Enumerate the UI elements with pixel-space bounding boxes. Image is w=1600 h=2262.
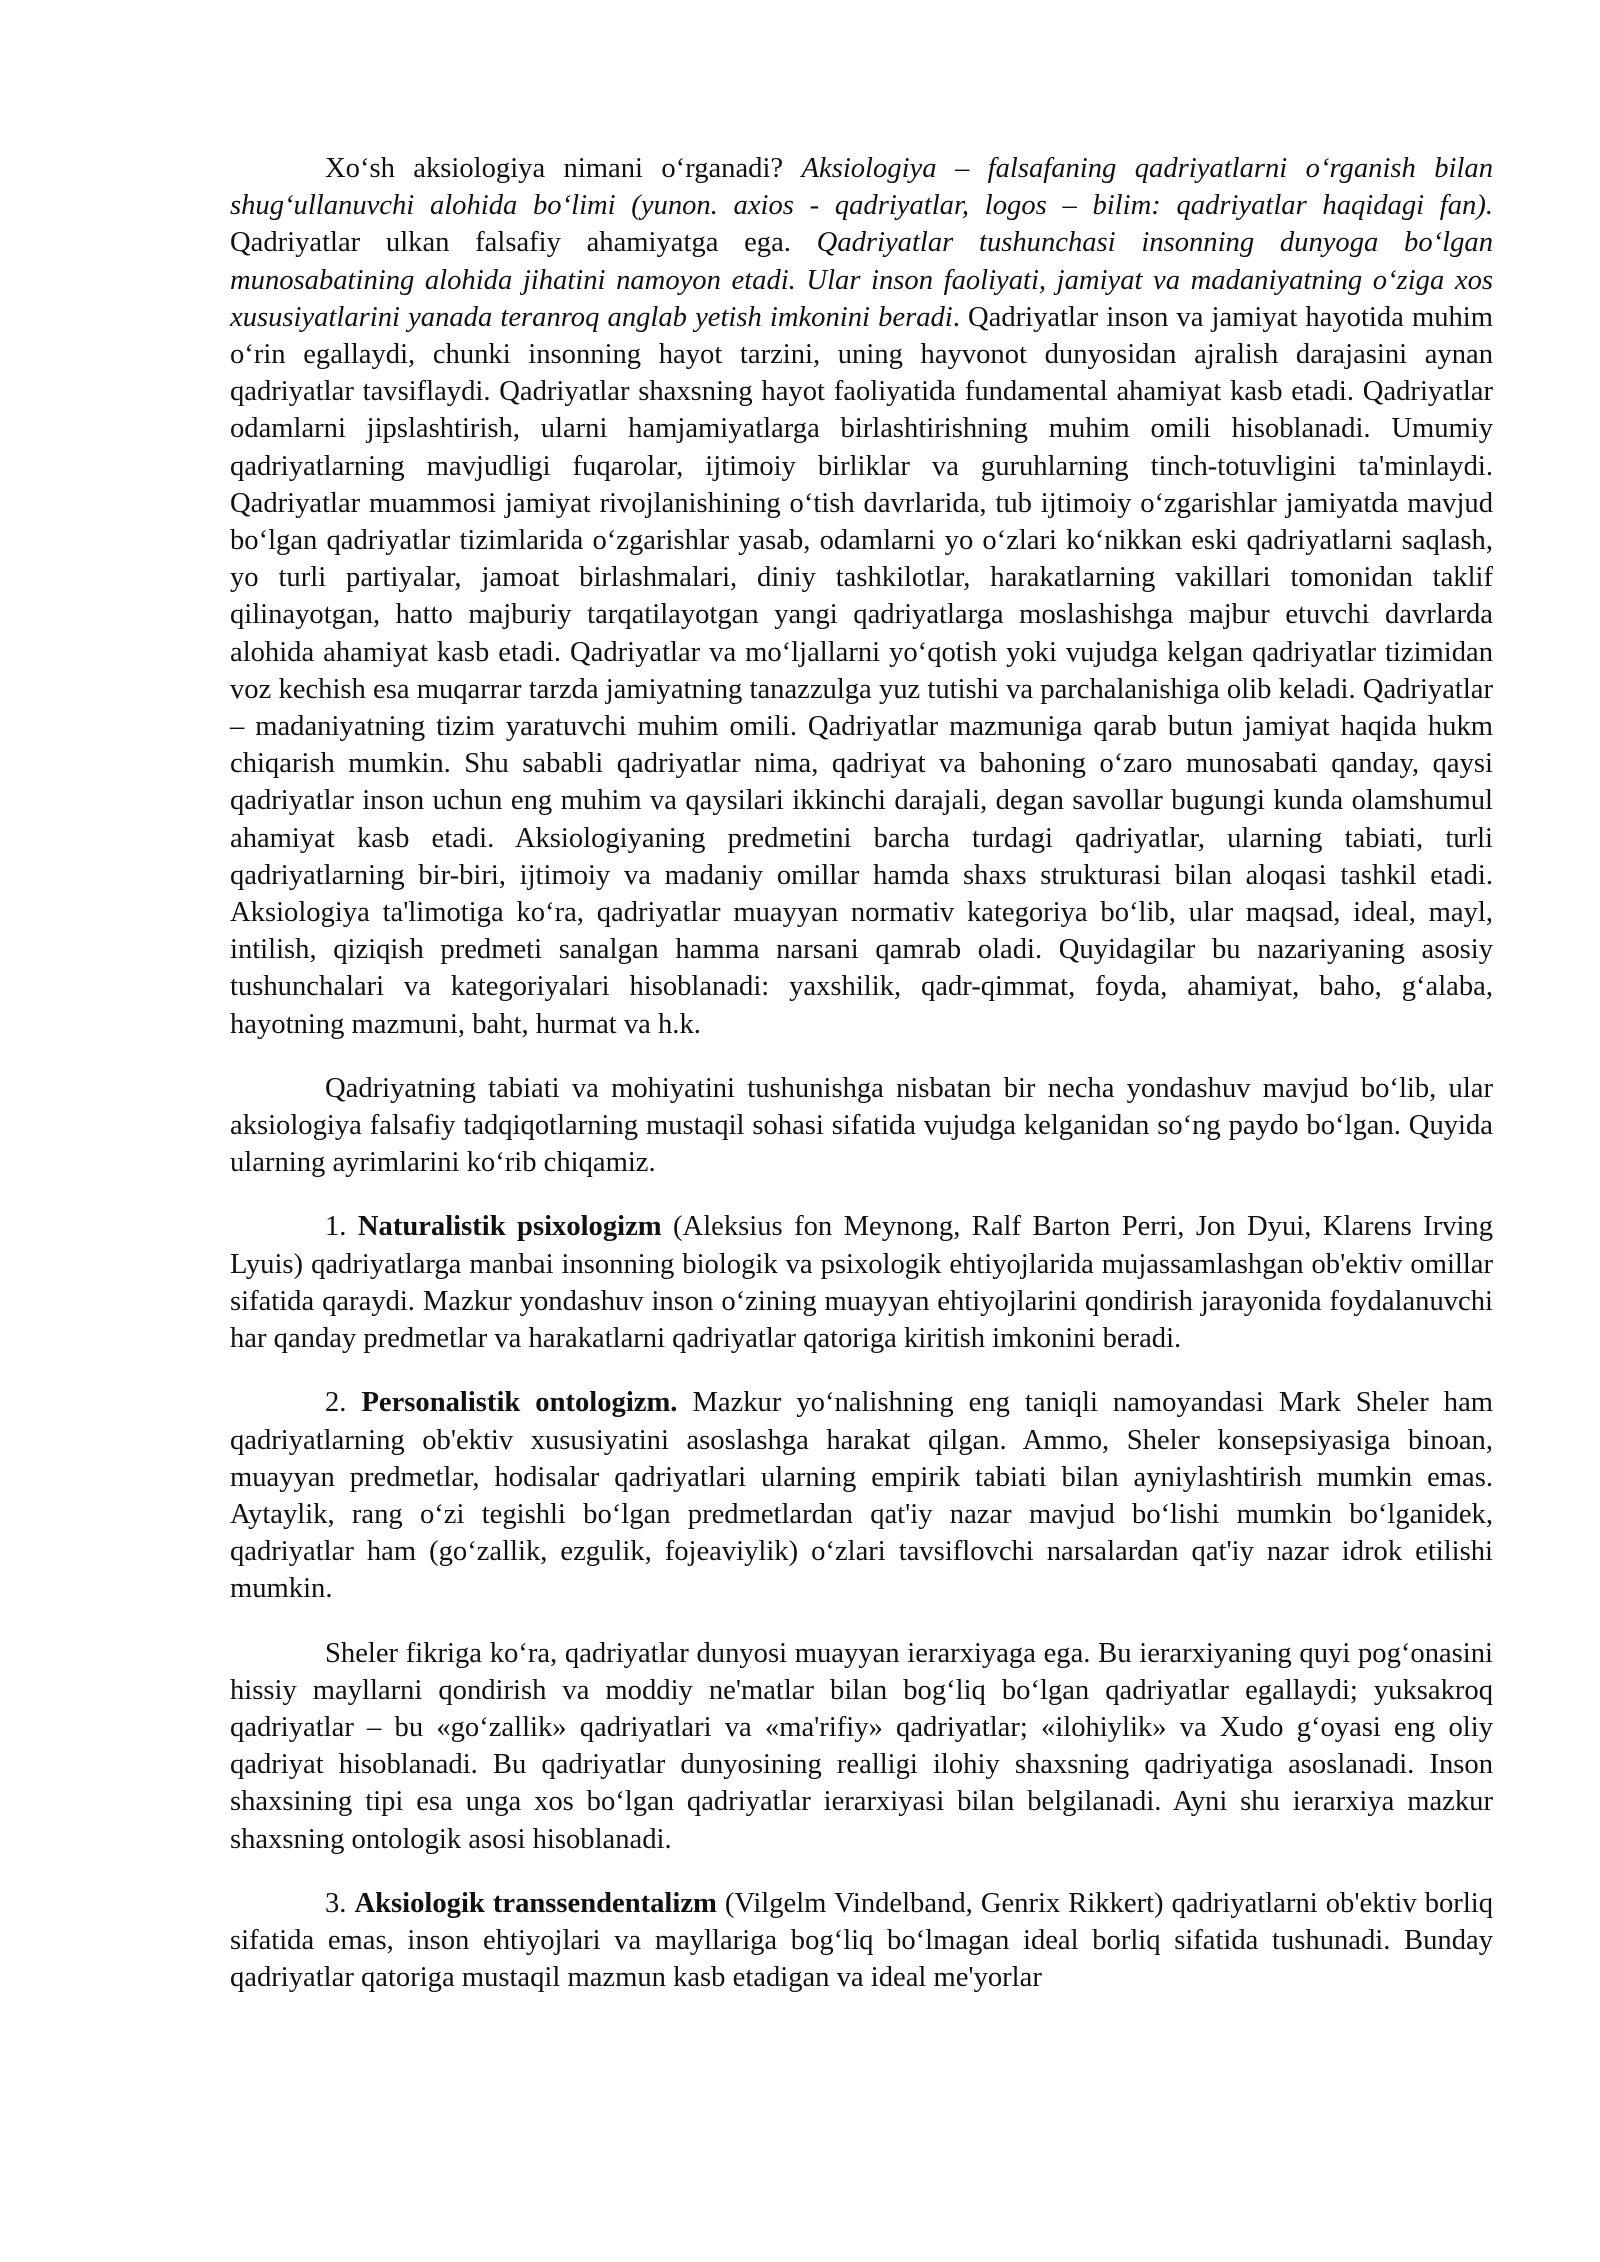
list-number: 1. xyxy=(325,1211,358,1243)
text-run: Xoʻsh aksiologiya nimani oʻrganadi? xyxy=(325,153,802,184)
paragraph-naturalistic-psychologism xyxy=(230,1208,1493,1357)
paragraph-sheler-hierarchy xyxy=(230,1635,1493,1858)
italic-text-run: Qadriyatlar tushunchasi insonning dunyoga boʻlgan munosabatining alohida jihatini namoyon etadi. Ular inson faoliyati, jamiyat va madaniyatning oʻziga xos xususiyatlarini yanada teranroq anglab yetish imkonini beradi xyxy=(230,227,1493,333)
text-run: (Aleksius fon Meynong, Ralf Barton Perri, Jon Dyui, Klarens Irving Lyuis) qadriyatlarga manbai insonning biologik va psixologik ehtiyojlarida mujassamlashgan ob'ektiv omillar sifatida qaraydi. Mazkur yondashuv inson oʻzining muayyan ehtiyojlarini qondirish jarayonida foydalanuvchi har qanday predmetlar va harakatlarni qadriyatlar qatoriga kiritish imkonini beradi. xyxy=(230,1211,1493,1355)
italic-text-run: Aksiologiya – falsafaning qadriyatlarni oʻrganish bilan shugʻullanuvchi alohida boʻlimi (yunon. axios - qadriyatlar, logos – bilim: qadriyatlar haqidagi fan). xyxy=(230,153,1494,222)
text-run: Mazkur yoʻnalishning eng taniqli namoyandasi Mark Sheler ham qadriyatlarning ob'ektiv xususiyatini asoslashga harakat qilgan. Ammo, Sheler konsepsiyasiga binoan, muayyan predmetlar, hodisalar qadriyatlari ularning empirik tabiati bilan ayniylashtirish mumkin emas. Aytaylik, rang oʻzi tegishli boʻlgan predmetlardan qat'iy nazar mavjud boʻlishi mumkin boʻlganidek, qadriyatlar ham (goʻzallik, ezgulik, fojeaviylik) oʻzlari tavsiflovchi narsalardan qat'iy nazar idrok etilishi mumkin. xyxy=(230,1387,1493,1605)
bold-term: Naturalistik psixologizm xyxy=(357,1211,662,1243)
text-run: . Qadriyatlar inson va jamiyat hayotida muhim oʻrin egallaydi, chunki insonning hayot tarzini, uning hayvonot dunyosidan ajralish darajasini aynan qadriyatlar tavsiflaydi. Qadriyatlar shaxsning hayot faoliyatida fundamental ahamiyat kasb etadi. Qadriyatlar odamlarni jipslashtirish, ularni hamjamiyatlarga birlashtirishning muhim omili hisoblanadi. Umumiy qadriyatlarning mavjudligi fuqarolar, ijtimoiy birliklar va guruhlarning tinch-totuvligini ta'minlaydi. Qadriyatlar muammosi jamiyat rivojlanishining oʻtish davrlarida, tub ijtimoiy oʻzgarishlar jamiyatda mavjud boʻlgan qadriyatlar tizimlarida oʻzgarishlar yasab, odamlarni yo oʻzlari koʻnikkan eski qadriyatlarni saqlash, yo turli partiyalar, jamoat birlashmalari, diniy tashkilotlar, harakatlarning vakillari tomonidan taklif qilinayotgan, hatto majburiy tarqatilayotgan yangi qadriyatlarga moslashishga majbur etuvchi davrlarda alohida ahamiyat kasb etadi. Qadriyatlar va moʻljallarni yoʻqotish yoki vujudga kelgan qadriyatlar tizimidan voz kechish esa muqarrar tarzda jamiyatning tanazzulga yuz tutishi va parchalanishiga olib keladi. Qadriyatlar – madaniyatning tizim yaratuvchi muhim omili. Qadriyatlar mazmuniga qarab butun jamiyat haqida hukm chiqarish mumkin. Shu sababli qadriyatlar nima, qadriyat va bahoning oʻzaro munosabati qanday, qaysi qadriyatlar inson uchun eng muhim va qaysilari ikkinchi darajali, degan savollar bugungi kunda olamshumul ahamiyat kasb etadi. Aksiologiyaning predmetini barcha turdagi qadriyatlar, ularning tabiati, turli qadriyatlarning bir-biri, ijtimoiy va madaniy omillar hamda shaxs strukturasi bilan aloqasi tashkil etadi. Aksiologiya ta'limotiga koʻra, qadriyatlar muayyan normativ kategoriya boʻlib, ular maqsad, ideal, mayl, intilish, qiziqish predmeti sanalgan hamma narsani qamrab oladi. Quyidagilar bu nazariyaning asosiy tushunchalari va kategoriyalari hisoblanadi: yaxshilik, qadr-qimmat, foyda, ahamiyat, baho, gʻalaba, hayotning mazmuni, baht, hurmat va h.k. xyxy=(230,301,1493,1040)
paragraph-axiological-transcendentalism xyxy=(230,1885,1493,1997)
paragraph-axiology-intro xyxy=(230,150,1493,1043)
text-run: Qadriyatlar ulkan falsafiy ahamiyatga ega. xyxy=(230,227,817,259)
bold-term: Aksiologik transsendentalizm xyxy=(354,1887,717,1919)
paragraph-personalistic-ontologism xyxy=(230,1384,1493,1607)
document-page xyxy=(230,150,1493,1996)
paragraph-approaches xyxy=(230,1070,1493,1182)
text-run: Sheler fikriga koʻra, qadriyatlar dunyosi muayyan ierarxiyaga ega. Bu ierarxiyaning quyi pogʻonasini hissiy mayllarni qondirish va moddiy ne'matlar bilan bogʻliq boʻlgan qadriyatlar egallaydi; yuksakroq qadriyatlar – bu «goʻzallik» qadriyatlari va «ma'rifiy» qadriyatlar; «ilohiylik» va Xudo gʻoyasi eng oliy qadriyat hisoblanadi. Bu qadriyatlar dunyosining realligi ilohiy shaxsning qadriyatiga asoslanadi. Inson shaxsining tipi esa unga xos boʻlgan qadriyatlar ierarxiyasi bilan belgilanadi. Ayni shu ierarxiya mazkur shaxsning ontologik asosi hisoblanadi. xyxy=(230,1637,1493,1855)
text-run: (Vilgelm Vindelband, Genrix Rikkert) qadriyatlarni ob'ektiv borliq sifatida emas, inson ehtiyojlari va mayllariga bogʻliq boʻlmagan ideal borliq sifatida tushunadi. Bunday qadriyatlar qatoriga mustaqil mazmun kasb etadigan va ideal me'yorlar xyxy=(230,1887,1494,1994)
list-number: 3. xyxy=(325,1887,355,1919)
bold-term: Personalistik ontologizm. xyxy=(361,1387,678,1419)
text-run: Qadriyatning tabiati va mohiyatini tushunishga nisbatan bir necha yondashuv mavjud boʻlib, ular aksiologiya falsafiy tadqiqotlarning mustaqil sohasi sifatida vujudga kelganidan soʻng paydo boʻlgan. Quyida ularning ayrimlarini koʻrib chiqamiz. xyxy=(230,1072,1493,1179)
list-number: 2. xyxy=(325,1387,362,1419)
